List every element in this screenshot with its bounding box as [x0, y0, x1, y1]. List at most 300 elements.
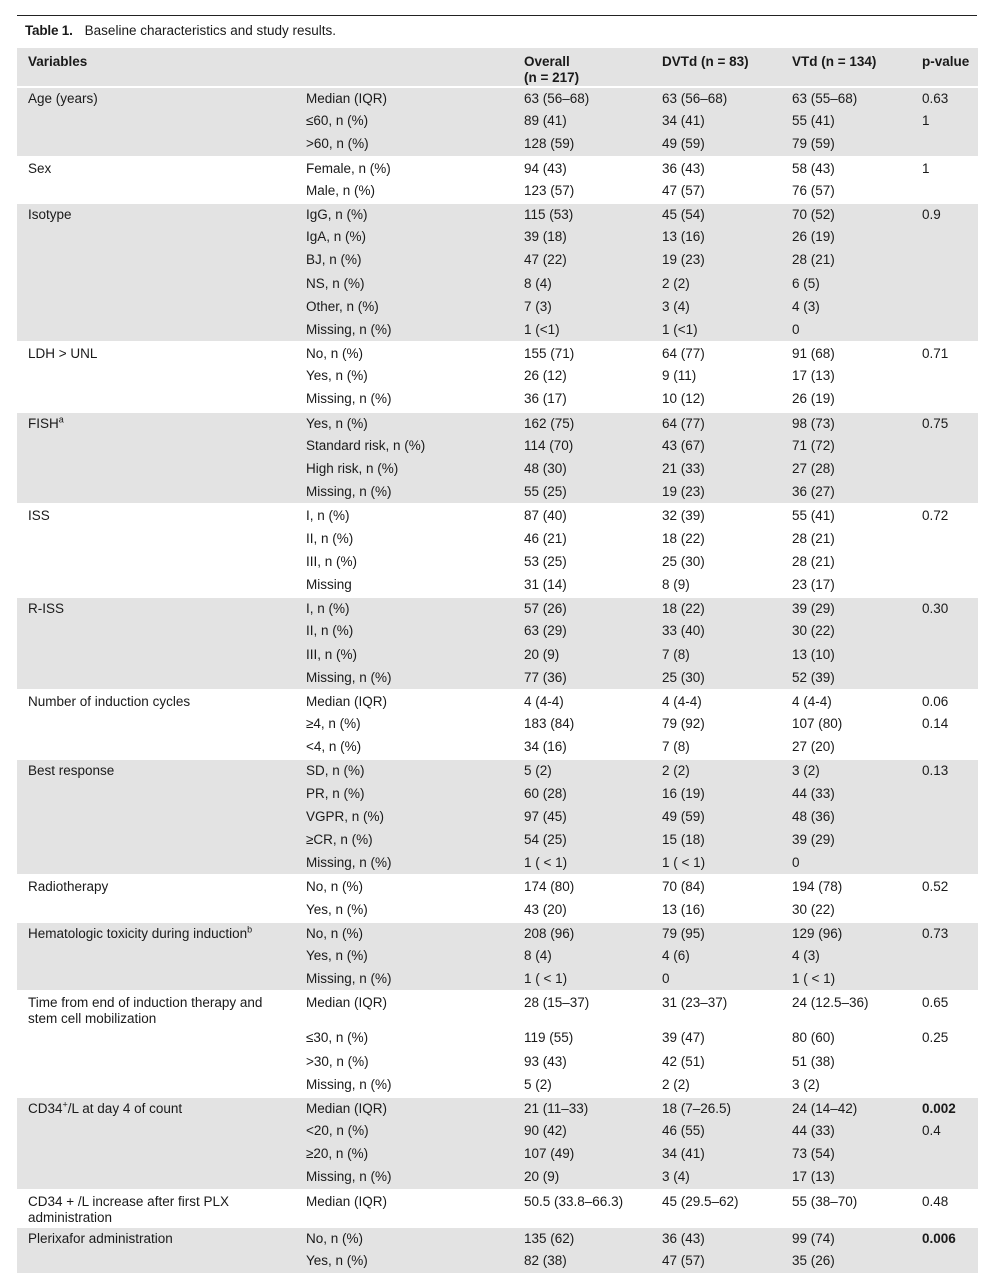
overall-cell: 174 (80): [514, 875, 652, 898]
sub-variable-cell: >60, n (%): [295, 133, 514, 156]
dvtd-cell: 49 (59): [652, 806, 782, 829]
sub-variable-cell: IgG, n (%): [295, 203, 514, 226]
footnote-marker: b: [247, 924, 253, 935]
variable-label: R-ISS: [28, 601, 65, 617]
vtd-cell: 55 (41): [782, 504, 912, 527]
dvtd-cell: 32 (39): [652, 504, 782, 527]
pvalue-cell: [912, 249, 978, 272]
sub-variable-cell: Yes, n (%): [306, 368, 368, 384]
sub-variable-cell: Median (IQR): [295, 87, 514, 110]
table-row: [17, 991, 978, 1027]
table-row: [17, 1027, 978, 1050]
variable-cell: [17, 736, 295, 759]
pvalue-cell: [912, 1051, 978, 1074]
top-rule: [17, 15, 977, 16]
vtd-cell: 129 (96): [782, 922, 912, 945]
vtd-cell: 4 (3): [782, 296, 912, 319]
vtd-cell: 28 (21): [792, 553, 835, 569]
overall-cell: 20 (9): [514, 644, 652, 667]
variable-label: Number of induction cycles: [28, 693, 191, 709]
dvtd-cell: 13 (16): [662, 901, 705, 917]
vtd-cell: 28 (21): [792, 530, 835, 546]
table-row: [17, 1143, 978, 1166]
dvtd-cell: 70 (84): [652, 875, 782, 898]
table-row: [17, 922, 978, 945]
overall-cell: 93 (43): [524, 1053, 567, 1069]
caption-label: Table 1.: [25, 23, 73, 38]
overall-cell: 115 (53): [514, 203, 652, 226]
dvtd-cell: 36 (43): [652, 1227, 782, 1250]
variable-label: Hematologic toxicity during induction: [28, 925, 248, 941]
overall-cell: 94 (43): [514, 157, 652, 180]
pvalue-cell: [912, 365, 978, 388]
overall-cell: 47 (22): [514, 249, 652, 272]
pvalue-cell: [912, 1143, 978, 1166]
overall-cell: 87 (40): [514, 504, 652, 527]
pvalue-cell: [912, 1074, 978, 1097]
vtd-cell: 17 (13): [782, 1166, 912, 1189]
sub-variable-cell: No, n (%): [295, 1227, 514, 1250]
overall-cell: 46 (21): [524, 530, 567, 546]
overall-cell: 123 (57): [524, 182, 575, 198]
dvtd-cell: 63 (56–68): [652, 87, 782, 110]
sub-variable-cell: I, n (%): [295, 597, 514, 620]
variable-cell: [17, 435, 295, 458]
table-row: [17, 1227, 978, 1250]
vtd-cell: 71 (72): [782, 435, 912, 458]
table-row: [17, 1051, 978, 1074]
sub-variable-cell: PR, n (%): [295, 783, 514, 806]
vtd-cell: 70 (52): [782, 203, 912, 226]
overall-cell: 183 (84): [524, 716, 575, 732]
pvalue-cell: [912, 620, 978, 643]
variable-label: FISH: [28, 415, 59, 431]
table-row: [17, 1166, 978, 1189]
dvtd-cell: 8 (9): [662, 576, 690, 592]
pvalue-cell: [912, 481, 978, 504]
sub-variable-cell: Other, n (%): [295, 296, 514, 319]
vtd-cell: 26 (19): [792, 391, 835, 407]
pvalue-cell: [912, 180, 978, 203]
variable-label: CD34: [28, 1100, 63, 1116]
variable-cell: [17, 412, 295, 435]
table-row: [17, 87, 978, 110]
table-row: [17, 388, 978, 411]
pvalue-cell: [912, 806, 978, 829]
dvtd-cell: 19 (23): [652, 481, 782, 504]
pvalue-cell: [912, 644, 978, 667]
overall-cell: 208 (96): [514, 922, 652, 945]
header-overall-label: Overall: [524, 54, 570, 69]
variable-cell: [17, 481, 295, 504]
pvalue-cell: 0.006: [912, 1227, 978, 1250]
overall-cell: 50.5 (33.8–66.3): [514, 1190, 652, 1227]
overall-cell: 53 (25): [524, 553, 567, 569]
dvtd-cell: 45 (29.5–62): [652, 1190, 782, 1227]
overall-cell: 1 (<1): [514, 319, 652, 342]
pvalue-cell: [912, 736, 978, 759]
table-row: [17, 203, 978, 226]
table-row: [17, 574, 978, 597]
overall-cell: 34 (16): [524, 739, 567, 755]
dvtd-cell: 9 (11): [662, 368, 697, 384]
variable-cell: [17, 783, 295, 806]
dvtd-cell: 18 (7–26.5): [652, 1097, 782, 1120]
table-row: [17, 1074, 978, 1097]
dvtd-cell: 47 (57): [662, 182, 705, 198]
header-pvalue: p-value: [912, 48, 978, 87]
variable-cell: [17, 597, 295, 620]
sub-variable-cell: Yes, n (%): [295, 1250, 514, 1273]
vtd-cell: 99 (74): [782, 1227, 912, 1250]
dvtd-cell: 36 (43): [652, 157, 782, 180]
dvtd-cell: 39 (47): [662, 1030, 705, 1046]
dvtd-cell: 16 (19): [652, 783, 782, 806]
sub-variable-cell: Missing, n (%): [295, 667, 514, 690]
dvtd-cell: 64 (77): [652, 412, 782, 435]
header-dvtd: DVTd (n = 83): [652, 48, 782, 87]
sub-variable-cell: IgA, n (%): [295, 226, 514, 249]
vtd-cell: 4 (4-4): [782, 690, 912, 713]
table-row: [17, 110, 978, 133]
table-row: [17, 1120, 978, 1143]
dvtd-cell: 2 (2): [662, 1076, 690, 1092]
vtd-cell: 30 (22): [792, 901, 835, 917]
table-row: [17, 296, 978, 319]
sub-variable-cell: No, n (%): [295, 342, 514, 365]
table-row: [17, 829, 978, 852]
variable-cell: [17, 620, 295, 643]
overall-cell: 39 (18): [514, 226, 652, 249]
overall-cell: 90 (42): [514, 1120, 652, 1143]
variable-cell: [17, 922, 295, 945]
variable-cell: [17, 968, 295, 991]
dvtd-cell: 47 (57): [652, 1250, 782, 1273]
sub-variable-cell: BJ, n (%): [295, 249, 514, 272]
sub-variable-cell: ≥20, n (%): [295, 1143, 514, 1166]
variable-cell: [17, 319, 295, 342]
variable-cell: [17, 806, 295, 829]
pvalue-cell: 0.52: [912, 875, 978, 898]
overall-cell: 128 (59): [514, 133, 652, 156]
vtd-cell: 91 (68): [782, 342, 912, 365]
pvalue-cell: [912, 388, 978, 411]
dvtd-cell: 42 (51): [662, 1053, 705, 1069]
vtd-cell: 26 (19): [782, 226, 912, 249]
header-blank: [295, 48, 514, 87]
sub-variable-cell: High risk, n (%): [295, 458, 514, 481]
pvalue-cell: [912, 458, 978, 481]
header-overall-n: (n = 217): [524, 70, 580, 85]
variable-cell: [17, 504, 295, 527]
sub-variable-cell: ≤30, n (%): [306, 1030, 369, 1046]
sub-variable-cell: I, n (%): [295, 504, 514, 527]
variable-cell: [17, 528, 295, 551]
table-row: [17, 481, 978, 504]
dvtd-cell: 49 (59): [652, 133, 782, 156]
pvalue-cell: 1: [912, 157, 978, 180]
table-row: [17, 783, 978, 806]
pvalue-cell: 0.13: [912, 759, 978, 782]
overall-cell: 1 ( < 1): [514, 968, 652, 991]
vtd-cell: 44 (33): [782, 783, 912, 806]
variable-cell: [17, 945, 295, 968]
variable-cell: [17, 713, 295, 736]
vtd-cell: 3 (2): [792, 1076, 820, 1092]
table-row: [17, 458, 978, 481]
baseline-table: [17, 48, 978, 1273]
vtd-cell: 80 (60): [792, 1030, 835, 1046]
table-row: [17, 1097, 978, 1120]
table-row: [17, 759, 978, 782]
sub-variable-cell: ≤60, n (%): [295, 110, 514, 133]
overall-cell: 43 (20): [524, 901, 567, 917]
variable-cell: [17, 133, 295, 156]
table-row: [17, 875, 978, 898]
pvalue-cell: [912, 899, 978, 922]
vtd-cell: 36 (27): [782, 481, 912, 504]
overall-cell: 55 (25): [514, 481, 652, 504]
overall-cell: 54 (25): [514, 829, 652, 852]
dvtd-cell: 1 (<1): [652, 319, 782, 342]
variable-cell: [17, 644, 295, 667]
variable-cell: [17, 388, 295, 411]
overall-cell: 82 (38): [514, 1250, 652, 1273]
header-row: [17, 48, 978, 87]
variable-label: Sex: [28, 160, 52, 176]
table-row: [17, 365, 978, 388]
vtd-cell: 3 (2): [782, 759, 912, 782]
table-row: [17, 667, 978, 690]
sub-variable-cell: III, n (%): [306, 553, 358, 569]
table-row: [17, 157, 978, 180]
vtd-cell: 98 (73): [782, 412, 912, 435]
sub-variable-cell: Median (IQR): [295, 991, 514, 1027]
table-row: [17, 1250, 978, 1273]
dvtd-cell: 2 (2): [652, 759, 782, 782]
overall-cell: 5 (2): [514, 759, 652, 782]
variable-cell: [17, 852, 295, 875]
variable-cell: [17, 574, 295, 597]
variable-cell: [17, 1074, 295, 1097]
sub-variable-cell: Missing, n (%): [295, 852, 514, 875]
sub-variable-cell: Missing: [306, 576, 352, 592]
table-row: [17, 644, 978, 667]
table-row: [17, 806, 978, 829]
vtd-cell: 24 (14–42): [782, 1097, 912, 1120]
table-row: [17, 504, 978, 527]
vtd-cell: 30 (22): [782, 620, 912, 643]
table-row: [17, 736, 978, 759]
pvalue-cell: 0.63: [912, 87, 978, 110]
sub-variable-cell: Standard risk, n (%): [295, 435, 514, 458]
dvtd-cell: 7 (8): [662, 739, 690, 755]
variable-cell: [17, 1097, 295, 1120]
vtd-cell: 6 (5): [782, 273, 912, 296]
vtd-cell: 28 (21): [782, 249, 912, 272]
sub-variable-cell: Yes, n (%): [295, 412, 514, 435]
pvalue-cell: 0.9: [912, 203, 978, 226]
dvtd-cell: 79 (95): [652, 922, 782, 945]
dvtd-cell: 25 (30): [662, 553, 705, 569]
variable-cell: [17, 1027, 295, 1050]
vtd-cell: 44 (33): [782, 1120, 912, 1143]
variable-cell: [17, 667, 295, 690]
sub-variable-cell: >30, n (%): [306, 1053, 369, 1069]
sub-variable-cell: Median (IQR): [295, 1190, 514, 1227]
sub-variable-cell: Median (IQR): [295, 1097, 514, 1120]
table-row: [17, 713, 978, 736]
overall-cell: 155 (71): [514, 342, 652, 365]
vtd-cell: 79 (59): [782, 133, 912, 156]
vtd-cell: 13 (10): [782, 644, 912, 667]
variable-cell: [17, 1120, 295, 1143]
overall-cell: 60 (28): [514, 783, 652, 806]
dvtd-cell: 1 ( < 1): [652, 852, 782, 875]
sub-variable-cell: Missing, n (%): [295, 1166, 514, 1189]
variable-cell: [17, 87, 295, 110]
table-row: [17, 597, 978, 620]
overall-cell: 77 (36): [514, 667, 652, 690]
table-body: [17, 87, 978, 1273]
variable-cell: [17, 180, 295, 203]
header-variables: Variables: [17, 48, 295, 87]
pvalue-cell: [912, 226, 978, 249]
dvtd-cell: 4 (4-4): [652, 690, 782, 713]
sub-variable-cell: ≥4, n (%): [306, 716, 361, 732]
pvalue-cell: 0.72: [912, 504, 978, 527]
variable-cell: [17, 157, 295, 180]
variable-label: Time from end of induction therapy and stem cell mobilization: [28, 995, 263, 1027]
sub-variable-cell: VGPR, n (%): [295, 806, 514, 829]
overall-cell: 31 (14): [524, 576, 567, 592]
pvalue-cell: 0.75: [912, 412, 978, 435]
overall-cell: 57 (26): [514, 597, 652, 620]
dvtd-cell: 3 (4): [652, 1166, 782, 1189]
dvtd-cell: 43 (67): [652, 435, 782, 458]
overall-cell: 162 (75): [514, 412, 652, 435]
variable-cell: [17, 551, 295, 574]
variable-cell: [17, 690, 295, 713]
table-row: [17, 133, 978, 156]
vtd-cell: 27 (20): [792, 739, 835, 755]
overall-cell: 119 (55): [524, 1030, 574, 1046]
pvalue-cell: [912, 273, 978, 296]
variable-cell: [17, 1227, 295, 1250]
vtd-cell: 1 ( < 1): [782, 968, 912, 991]
vtd-cell: 0: [782, 319, 912, 342]
vtd-cell: 48 (36): [782, 806, 912, 829]
dvtd-cell: 79 (92): [662, 716, 705, 732]
variable-cell: [17, 1190, 295, 1227]
overall-cell: 114 (70): [514, 435, 652, 458]
table-row: [17, 273, 978, 296]
vtd-cell: 63 (55–68): [782, 87, 912, 110]
overall-cell: 97 (45): [514, 806, 652, 829]
overall-cell: 26 (12): [524, 368, 567, 384]
sub-variable-cell: III, n (%): [295, 644, 514, 667]
dvtd-cell: 34 (41): [652, 110, 782, 133]
overall-cell: 7 (3): [514, 296, 652, 319]
vtd-cell: 39 (29): [782, 597, 912, 620]
dvtd-cell: 21 (33): [652, 458, 782, 481]
overall-cell: 1 ( < 1): [514, 852, 652, 875]
vtd-cell: 35 (26): [782, 1250, 912, 1273]
dvtd-cell: 13 (16): [652, 226, 782, 249]
vtd-cell: 0: [782, 852, 912, 875]
dvtd-cell: 33 (40): [652, 620, 782, 643]
pvalue-cell: 0.71: [912, 342, 978, 365]
vtd-cell: 107 (80): [792, 716, 843, 732]
overall-cell: 4 (4-4): [514, 690, 652, 713]
sub-variable-cell: Female, n (%): [295, 157, 514, 180]
variable-cell: [17, 1166, 295, 1189]
pvalue-cell: [912, 319, 978, 342]
table-row: [17, 551, 978, 574]
variable-cell: [17, 991, 295, 1027]
variable-cell: [17, 829, 295, 852]
overall-cell: 63 (29): [514, 620, 652, 643]
vtd-cell: 194 (78): [782, 875, 912, 898]
vtd-cell: 55 (41): [782, 110, 912, 133]
caption-text: Baseline characteristics and study results.: [84, 23, 337, 38]
sub-variable-cell: Median (IQR): [295, 690, 514, 713]
table-row: [17, 226, 978, 249]
variable-cell: [17, 759, 295, 782]
vtd-cell: 23 (17): [792, 576, 835, 592]
sub-variable-cell: NS, n (%): [295, 273, 514, 296]
variable-label: LDH > UNL: [28, 346, 98, 362]
vtd-cell: 73 (54): [782, 1143, 912, 1166]
dvtd-cell: 34 (41): [652, 1143, 782, 1166]
variable-label: Plerixafor administration: [28, 1230, 173, 1246]
pvalue-cell: [912, 133, 978, 156]
pvalue-cell: 1: [912, 110, 978, 133]
overall-cell: 8 (4): [514, 273, 652, 296]
dvtd-cell: 10 (12): [662, 391, 705, 407]
variable-cell: [17, 458, 295, 481]
table-row: [17, 180, 978, 203]
pvalue-cell: 0.25: [922, 1030, 949, 1046]
pvalue-cell: 0.4: [912, 1120, 978, 1143]
dvtd-cell: 7 (8): [652, 644, 782, 667]
pvalue-cell: [912, 968, 978, 991]
pvalue-cell: [912, 551, 978, 574]
header-vtd: VTd (n = 134): [782, 48, 912, 87]
vtd-cell: 76 (57): [792, 182, 835, 198]
table-row: [17, 690, 978, 713]
footnote-marker: a: [58, 414, 64, 425]
table-row: [17, 899, 978, 922]
variable-cell: [17, 273, 295, 296]
overall-cell: 8 (4): [514, 945, 652, 968]
table-row: [17, 945, 978, 968]
overall-cell: 135 (62): [514, 1227, 652, 1250]
variable-label: Isotype: [28, 206, 72, 222]
pvalue-cell: [912, 1250, 978, 1273]
table-row: [17, 528, 978, 551]
table-row: [17, 342, 978, 365]
dvtd-cell: 19 (23): [652, 249, 782, 272]
dvtd-cell: 3 (4): [652, 296, 782, 319]
pvalue-cell: 0.73: [912, 922, 978, 945]
pvalue-cell: [912, 852, 978, 875]
variable-cell: [17, 1143, 295, 1166]
sub-variable-cell: No, n (%): [295, 922, 514, 945]
table-row: [17, 319, 978, 342]
variable-cell: [17, 1051, 295, 1074]
pvalue-cell: [912, 296, 978, 319]
